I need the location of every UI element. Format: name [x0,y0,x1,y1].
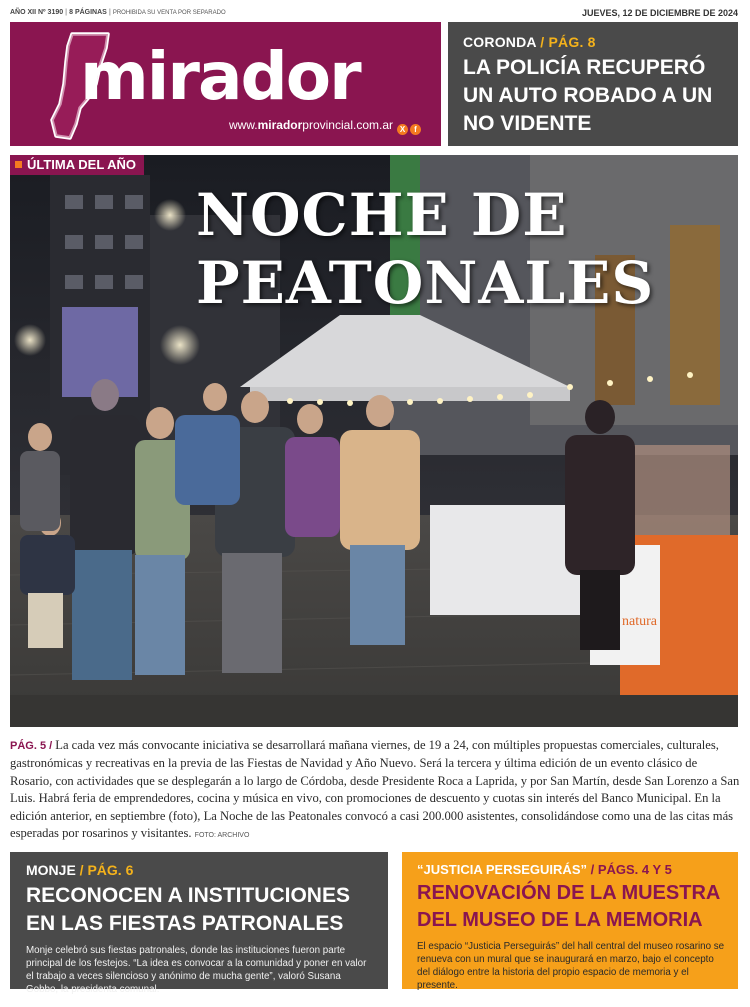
teaser-separator: / [536,34,549,50]
edition-info-bar [10,8,738,20]
issue-number: AÑO XII Nº 3190 [10,9,64,16]
teaser-kicker [463,34,724,50]
bottom-left-story[interactable] [10,852,388,995]
lead-headline[interactable]: NOCHE DE PEATONALES [196,181,655,317]
top-teaser-box[interactable] [448,22,738,146]
x-social-icon[interactable]: X [397,124,408,135]
sale-notice: PROHIBIDA SU VENTA POR SEPARADO [112,10,226,16]
bottom-right-story[interactable] [402,852,738,989]
teaser-section: CORONDA [463,34,537,50]
box-right-headline: RENOVACIÓN DE LA MUESTRA DEL MUSEO DE LA MEMORIA [417,882,720,931]
box-left-separator: / [75,862,88,878]
website-url[interactable] [229,118,393,132]
lead-body [10,737,740,844]
box-right-kicker [417,862,726,877]
lead-body-text: La cada vez más convocante iniciativa se desarrollará mañana viernes, de 19 a 24, con múltiples propuestas comerciales, culturales, gastronómicas y recreativas en la previa de las Fiestas de Navidad y Año Nuevo. Será la tercera y última edición de un evento clásico de Rosario, con actividades que se desplegarán a lo largo de Córdoba, desde Presidente Roca a Laprida, y por San Martín, desde San Lorenzo a San Luis. Habrá feria de emprendedores, cocina y música en vivo, con promociones de descuento y cuotas sin interés del Banco Municipal. En la edición anterior, en septiembre (foto), La Noche de las Peatonales convocó a casi 200.000 asistentes, consolidándose como una de las citas más esperadas por rosarinos y visitantes. [10,738,740,841]
box-left-section: MONJE [26,862,76,878]
url-prefix: www. [228,118,258,132]
square-bullet-icon [15,161,22,168]
edition-date: JUEVES, 12 DE DICIEMBRE DE 2024 [581,8,738,18]
lead-page-sep: / [46,740,56,752]
lead-photo [10,155,738,727]
stall-sign: natura [622,614,657,629]
masthead [10,22,441,146]
box-right-separator: / [587,862,598,877]
box-right-text: El espacio “Justicia Perseguirás” del hall central del museo rosarino se renueva con un mural que se inaugurará en marzo, bajo el concepto del diálogo entre la historia del propio espacio de memoria y el presente. [417,941,725,991]
edition-meta: AÑO XII Nº 3190 | 8 PÁGINAS | PROHIBIDA SU VENTA POR SEPARADO [10,9,226,16]
facebook-icon[interactable]: f [410,124,421,135]
photo-credit: FOTO: ARCHIVO [194,832,250,840]
lead-page-ref[interactable]: PÁG. 5 [10,740,47,752]
box-left-page: PÁG. 6 [87,862,134,878]
teaser-headline: LA POLICÍA RECUPERÓ UN AUTO ROBADO A UN NO VIDENTE [463,56,713,135]
box-right-page: PÁGS. 4 Y 5 [597,862,672,877]
section-tag [10,155,144,175]
box-right-section: “JUSTICIA PERSEGUIRÁS” [417,862,587,877]
social-links [395,119,421,137]
section-tag-label: ÚLTIMA DEL AÑO [27,157,137,172]
page-count: 8 PÁGINAS [69,9,107,16]
url-brand: mirador [257,118,303,132]
masthead-logo: mirador [80,38,360,115]
url-suffix: provincial.com.ar [302,118,393,132]
box-left-kicker [26,862,374,878]
teaser-page: PÁG. 8 [548,34,596,50]
box-left-headline: RECONOCEN A INSTITUCIONES EN LAS FIESTAS PATRONALES [26,884,350,935]
box-left-text: Monje celebró sus fiestas patronales, donde las instituciones fueron parte principal de los festejos. “La idea es convocar a la comunidad y poner en valor el trabajo a veces silencioso y anónimo de mucha gente”, valoró Susana Gobbo, la presidenta comunal. [26,945,367,995]
